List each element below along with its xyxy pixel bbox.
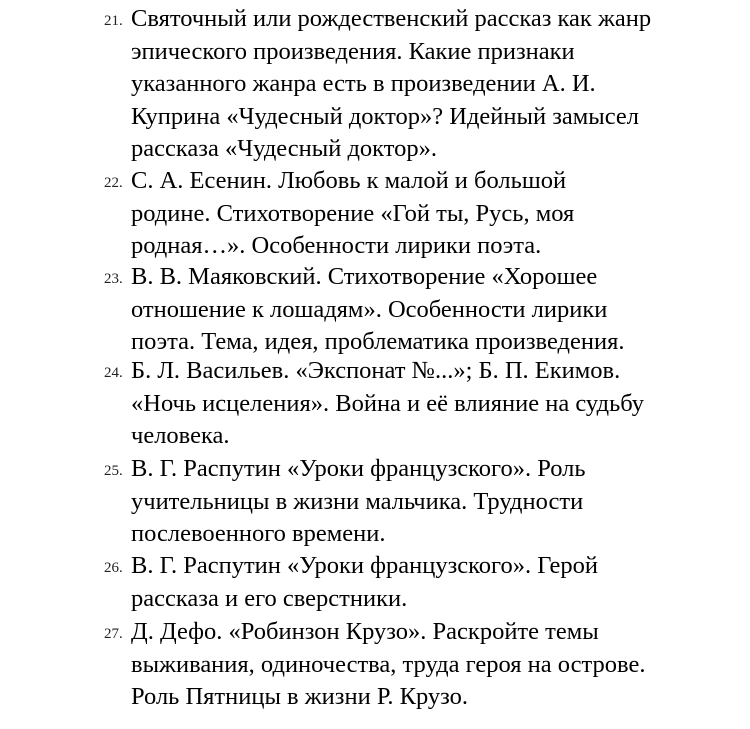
text-line: В. Г. Распутин «Уроки французского». Роль [131,455,586,482]
item-number: 24. [104,365,123,381]
text-line: эпического произведения. Какие признаки [131,37,575,65]
text-line: послевоенного времени. [131,520,386,547]
item-text [131,616,744,714]
list-item-26 [104,550,744,615]
item-number: 27. [104,626,123,642]
text-line: отношение к лошадям». Особенности лирики [131,295,608,323]
text-line: выживания, одиночества, труда героя на острове. [131,650,646,678]
text-line: «Ночь исцеления». Война и её влияние на судьбу [131,389,645,417]
text-line: родине. Стихотворение «Гой ты, Русь, моя [131,199,575,227]
text-line: родная…». Особенности лирики поэта. [131,232,542,259]
text-line: человека. [131,422,230,449]
list-item-21 [104,3,744,166]
text-line: рассказа и его сверстники. [131,584,408,612]
list-item-25 [104,453,744,551]
item-text [131,355,744,453]
text-line: С. А. Есенин. Любовь к малой и большой [131,167,567,194]
list-item-23 [104,261,744,359]
list-item-24 [104,355,744,453]
item-number: 21. [104,13,123,29]
item-number: 22. [104,175,123,191]
text-line: поэта. Тема, идея, проблематика произведения. [131,328,625,355]
text-line: рассказа «Чудесный доктор». [131,135,438,162]
item-number: 23. [104,271,123,287]
text-line: Куприна «Чудесный доктор»? Идейный замысел [131,102,640,130]
list-item-27 [104,616,744,714]
item-text [131,3,744,166]
item-text [131,453,744,551]
item-text [131,550,744,615]
item-number: 26. [104,560,123,576]
item-number: 25. [104,463,123,479]
text-line: Святочный или рождественский рассказ как жанр [131,5,652,32]
list-item-22 [104,165,744,263]
text-line: В. Г. Распутин «Уроки французского». Герой [131,552,599,579]
text-line: Б. Л. Васильев. «Экспонат №...»; Б. П. Екимов. [131,357,621,384]
item-text [131,261,744,359]
text-line: Роль Пятницы в жизни Р. Крузо. [131,683,469,710]
text-line: учительницы в жизни мальчика. Трудности [131,487,584,515]
text-line: Д. Дефо. «Робинзон Крузо». Раскройте темы [131,618,599,645]
item-text [131,165,744,263]
text-line: указанного жанра есть в произведении А. И. [131,70,596,97]
text-line: В. В. Маяковский. Стихотворение «Хорошее [131,263,598,290]
